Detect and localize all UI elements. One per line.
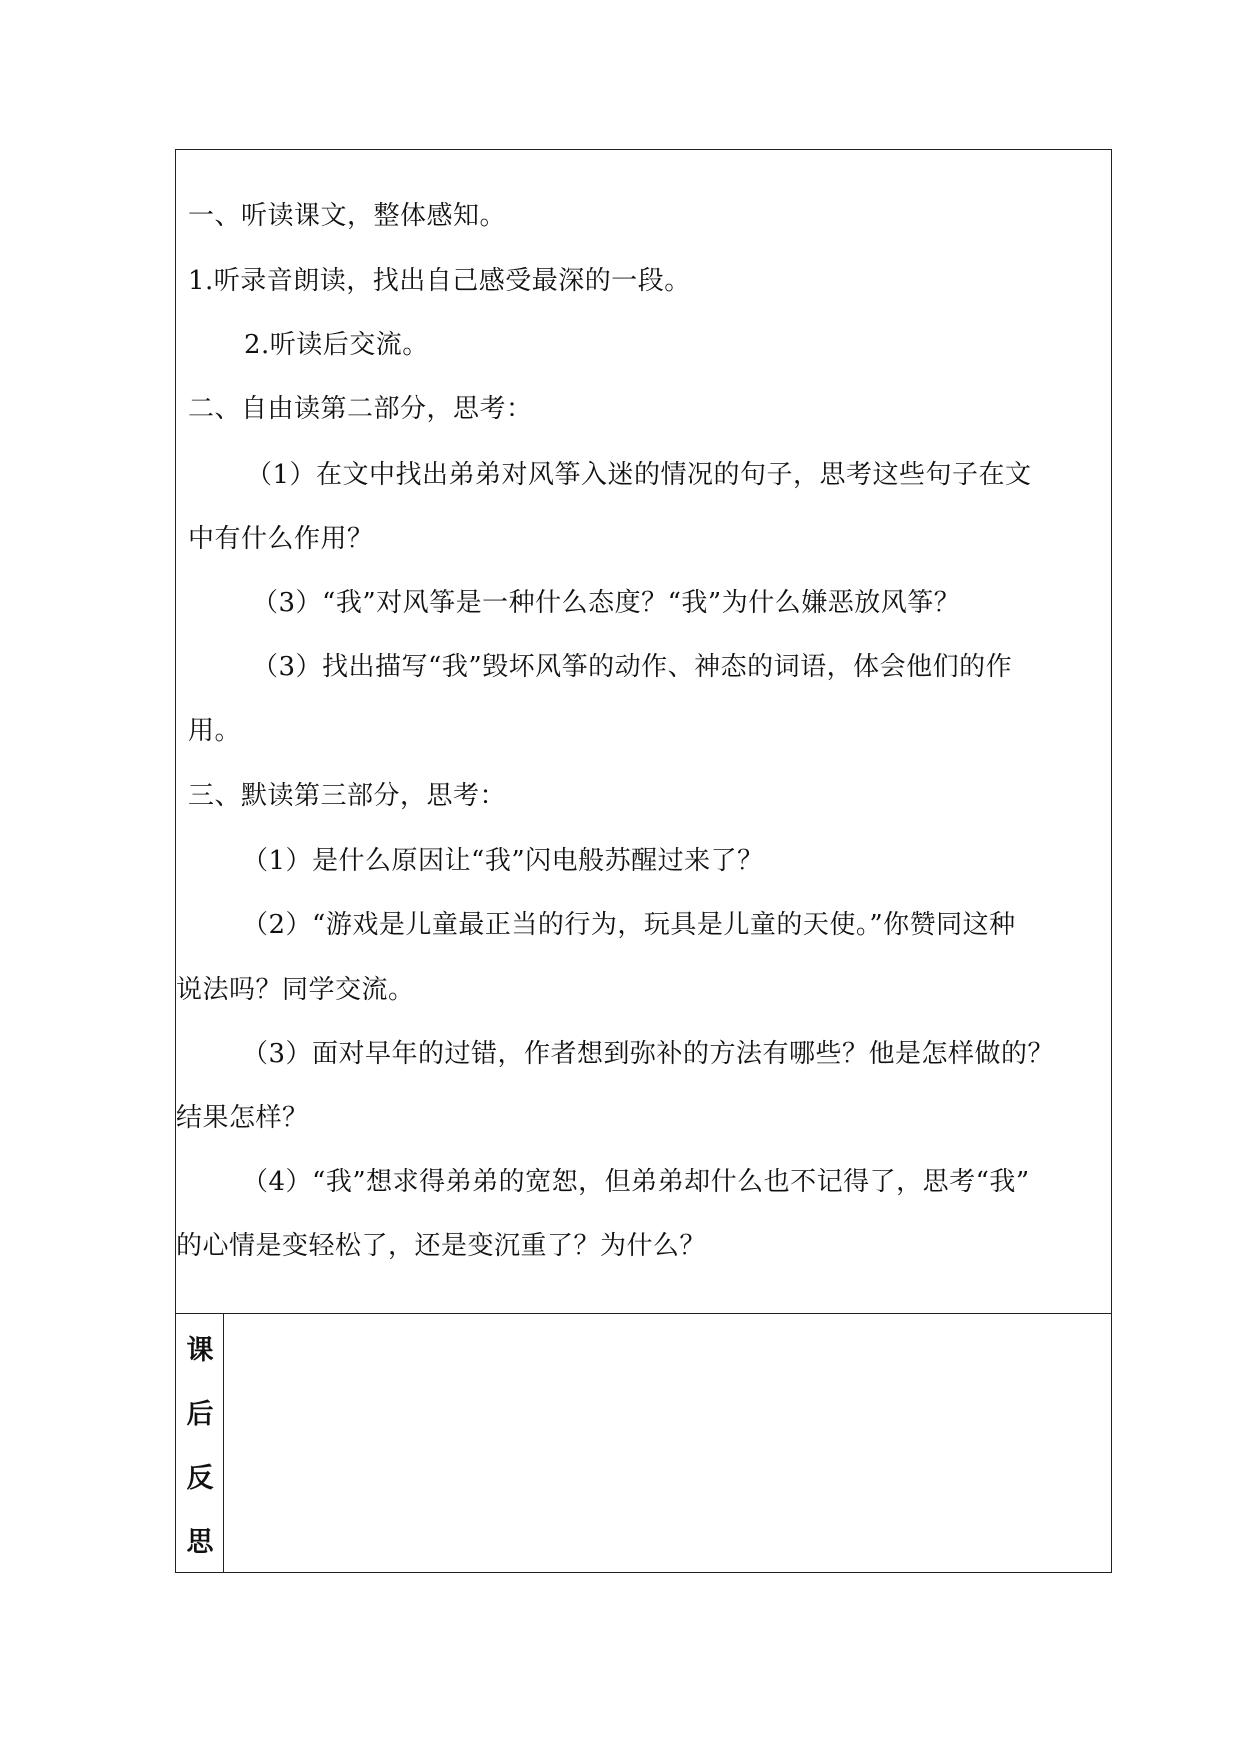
- reflection-content-cell: [224, 1314, 1111, 1572]
- question-item-continued: 说法吗？同学交流。: [176, 975, 415, 1005]
- reflection-label-char: 反: [186, 1463, 214, 1494]
- question-item: （1）是什么原因让“我”闪电般苏醒过来了？: [242, 846, 764, 876]
- question-item-continued: 的心情是变轻松了，还是变沉重了？为什么？: [176, 1231, 707, 1261]
- lesson-content-cell: [176, 150, 1111, 1314]
- question-item-continued: 中有什么作用？: [188, 524, 374, 554]
- question-item-continued: 结果怎样？: [176, 1103, 309, 1133]
- task-item: 2.听读后交流。: [244, 330, 429, 360]
- question-item: （1）在文中找出弟弟对风筝入迷的情况的句子，思考这些句子在文: [246, 460, 1032, 490]
- question-item: （3）找出描写“我”毁坏风筝的动作、神态的词语，体会他们的作: [252, 652, 1013, 682]
- reflection-label-char: 后: [186, 1399, 214, 1430]
- reflection-label-char: 课: [186, 1335, 214, 1366]
- reflection-label-cell: [176, 1314, 224, 1572]
- question-item-continued: 用。: [188, 716, 242, 746]
- question-item: （2）“游戏是儿童最正当的行为，玩具是儿童的天使。”你赞同这种: [242, 910, 1016, 940]
- question-item: （3）面对早年的过错，作者想到弥补的方法有哪些？他是怎样做的？: [242, 1039, 1055, 1069]
- reflection-label-char: 思: [186, 1527, 214, 1558]
- section-heading-3: 三、默读第三部分，思考：: [188, 781, 507, 811]
- task-item: 1.听录音朗读，找出自己感受最深的一段。: [188, 266, 691, 296]
- reflection-row: [176, 1314, 1111, 1572]
- section-heading-2: 二、自由读第二部分，思考：: [188, 394, 533, 424]
- lesson-plan-table: [175, 149, 1112, 1573]
- section-heading-1: 一、听读课文，整体感知。: [188, 201, 507, 231]
- question-item: （4）“我”想求得弟弟的宽恕，但弟弟却什么也不记得了，思考“我”: [242, 1167, 1030, 1197]
- question-item: （3）“我”对风筝是一种什么态度？“我”为什么嫌恶放风筝？: [252, 588, 961, 618]
